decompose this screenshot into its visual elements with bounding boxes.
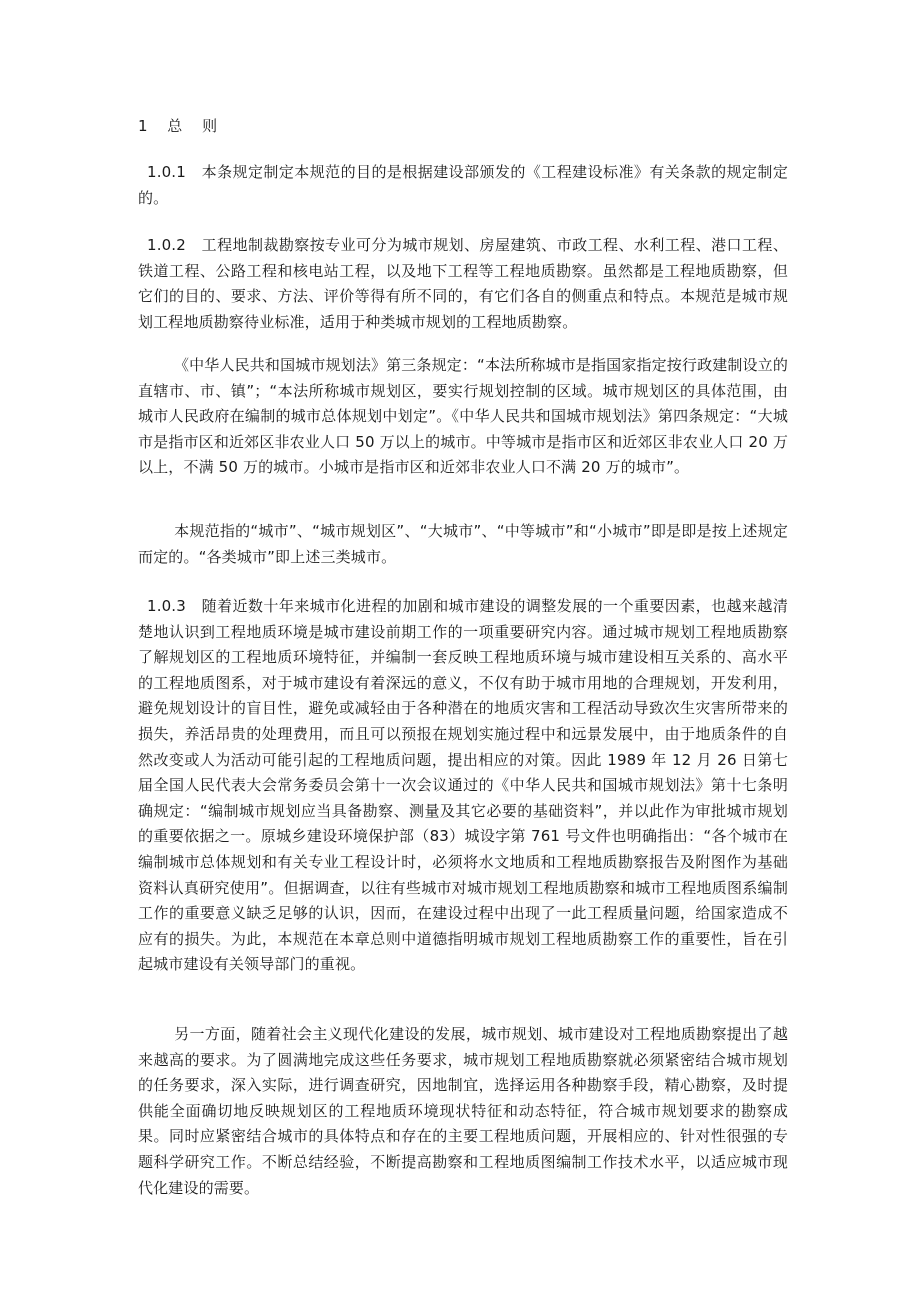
clause-number: 1.0.2	[147, 236, 186, 254]
paragraph-modernization	[138, 1022, 788, 1201]
paragraph-1-0-3	[138, 594, 788, 978]
paragraph-text: 本规范指的“城市”、“城市规划区”、“大城市”、“中等城市”和“小城市”即是即是按上述规定而定的。“各类城市”即上述三类城市。	[138, 522, 788, 566]
clause-number: 1.0.1	[147, 163, 186, 181]
paragraph-text: 本条规定制定本规范的目的是根据建设部颁发的《工程建设标准》有关条款的规定制定的。	[138, 163, 788, 207]
paragraph-text: 另一方面，随着社会主义现代化建设的发展，城市规划、城市建设对工程地质勘察提出了越来越高的要求。为了圆满地完成这些任务要求，城市规划工程地质勘察就必须紧密结合城市规划的任务要求，深入实际，进行调查研究，因地制宜，选择运用各种勘察手段，精心勘察，及时提供能全面确切地反映规划区的工程地质环境现状特征和动态特征，符合城市规划要求的勘察成果。同时应紧密结合城市的具体特点和存在的主要工程地质问题，开展相应的、针对性很强的专题科学研究工作。不断总结经验，不断提高勘察和工程地质图编制工作技术水平，以适应城市现代化建设的需要。	[138, 1025, 788, 1197]
chapter-heading: 1 总 则	[138, 117, 218, 135]
paragraph-city-planning-law	[138, 353, 788, 481]
paragraph-city-definitions	[138, 519, 788, 570]
paragraph-text: 随着近数十年来城市化进程的加剧和城市建设的调整发展的一个重要因素，也越来越清楚地认识到工程地质环境是城市建设前期工作的一项重要研究内容。通过城市规划工程地质勘察了解规划区的工程地质环境特征，并编制一套反映工程地质环境与城市建设相互关系的、高水平的工程地质图系，对于城市建设有着深远的意义，不仅有助于城市用地的合理规划，开发利用，避免规划设计的盲目性，避免或减轻由于各种潜在的地质灾害和工程活动导致次生灾害所带来的损失，养活昂贵的处理费用，而且可以预报在规划实施过程中和远景发展中，由于地质条件的自然改变或人为活动可能引起的工程地质问题，提出相应的对策。因此 1989 年 12 月 26 日第七届全国人民代表大会常务委员会第十一次会议通过的《中华人民共和国城市规划法》第十七条明确规定：“编制城市规划应当具备勘察、测量及其它必要的基础资料”，并以此作为审批城市规划的重要依据之一。原城乡建设环境保护部（83）城设字第 761 号文件也明确指出：“各个城市在编制城市总体规划和有关专业工程设计时，必须将水文地质和工程地质勘察报告及附图作为基础资料认真研究使用”。但据调查，以往有些城市对城市规划工程地质勘察和城市工程地质图系编制工作的重要意义缺乏足够的认识，因而，在建设过程中出现了一此工程质量问题，给国家造成不应有的损失。为此，本规范在本章总则中道德指明城市规划工程地质勘察工作的重要性，旨在引起城市建设有关领导部门的重视。	[138, 597, 788, 974]
paragraph-1-0-2	[138, 233, 788, 335]
paragraph-text: 工程地制裁勘察按专业可分为城市规划、房屋建筑、市政工程、水利工程、港口工程、铁道工程、公路工程和核电站工程，以及地下工程等工程地质勘察。虽然都是工程地质勘察，但它们的目的、要求、方法、评价等得有所不同的，有它们各自的侧重点和特点。本规范是城市规划工程地质勘察待业标准，适用于种类城市规划的工程地质勘察。	[138, 236, 788, 331]
paragraph-1-0-1	[138, 160, 788, 211]
clause-number: 1.0.3	[147, 597, 186, 615]
paragraph-text: 《中华人民共和国城市规划法》第三条规定：“本法所称城市是指国家指定按行政建制设立的直辖市、市、镇”；“本法所称城市规划区，要实行规划控制的区域。城市规划区的具体范围，由城市人民政府在编制的城市总体规划中划定”。《中华人民共和国城市规划法》第四条规定：“大城市是指市区和近郊区非农业人口 50 万以上的城市。中等城市是指市区和近郊区非农业人口 20 万以上，不满 50 万的城市。小城市是指市区和近郊非农业人口不满 20 万的城市”。	[138, 356, 788, 477]
